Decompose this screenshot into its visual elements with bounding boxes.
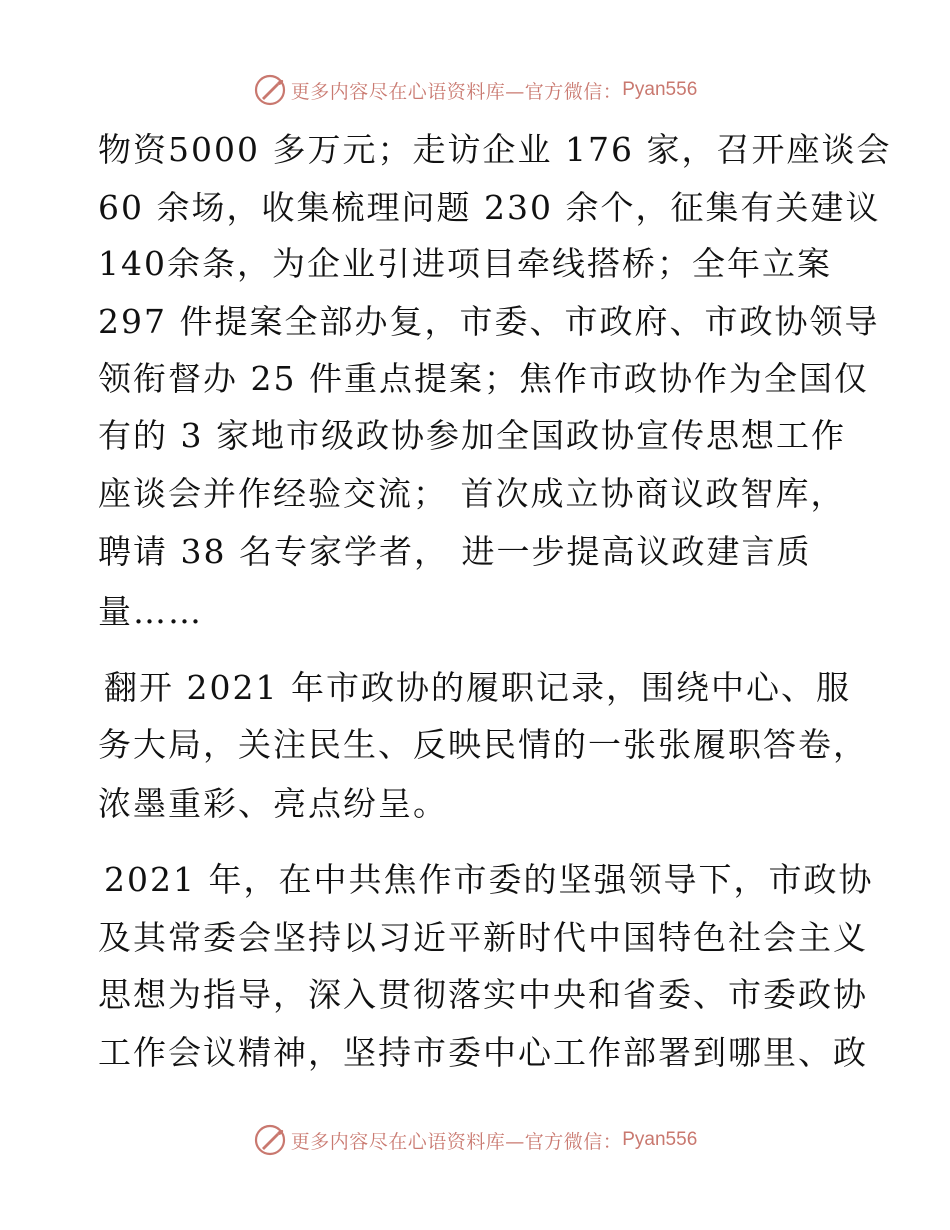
watermark-text: 更多内容尽在心语资料库—官方微信： [290,1130,623,1153]
text-line: 60 余场，收集梳理问题 230 余个，征集有关建议 [98,188,881,227]
text-line: 务大局，关注民生、反映民情的一张张履职答卷， [98,725,868,764]
text-line: 座谈会并作经验交流； 首次成立协商议政智库， [98,474,846,513]
text-line: 浓墨重彩、亮点纷呈。 [98,784,448,823]
header-watermark [0,72,950,108]
text-line: 量…… [98,592,203,631]
text-line: 工作会议精神，坚持市委中心工作部署到哪里、政 [98,1033,868,1072]
footer-watermark [0,1122,950,1158]
text-line: 有的 3 家地市级政协参加全国政协宣传思想工作 [98,416,846,455]
text-line: 翻开 2021 年市政协的履职记录，围绕中心、服 [104,668,851,707]
watermark-wechat-id: Pyan556 [622,1129,698,1150]
watermark-text: 更多内容尽在心语资料库—官方微信： [290,80,623,103]
text-line: 思想为指导，深入贯彻落实中央和省委、市委政协 [98,975,868,1014]
text-line: 及其常委会坚持以习近平新时代中国特色社会主义 [98,918,868,957]
text-line: 140余条，为企业引进项目牵线搭桥；全年立案 [98,244,832,283]
text-line: 2021 年，在中共焦作市委的坚强领导下，市政协 [104,860,874,899]
text-line: 物资5000 多万元；走访企业 176 家，召开座谈会 [98,130,892,169]
text-line: 聘请 38 名专家学者， 进一步提高议政建言质 [98,532,812,571]
text-line: 领衔督办 25 件重点提案；焦作市政协作为全国仅 [98,359,869,398]
text-line: 297 件提案全部办复，市委、市政府、市政协领导 [98,302,880,341]
watermark-wechat-id: Pyan556 [622,79,698,100]
quill-seal-icon [253,1123,287,1157]
quill-seal-icon [253,73,287,107]
